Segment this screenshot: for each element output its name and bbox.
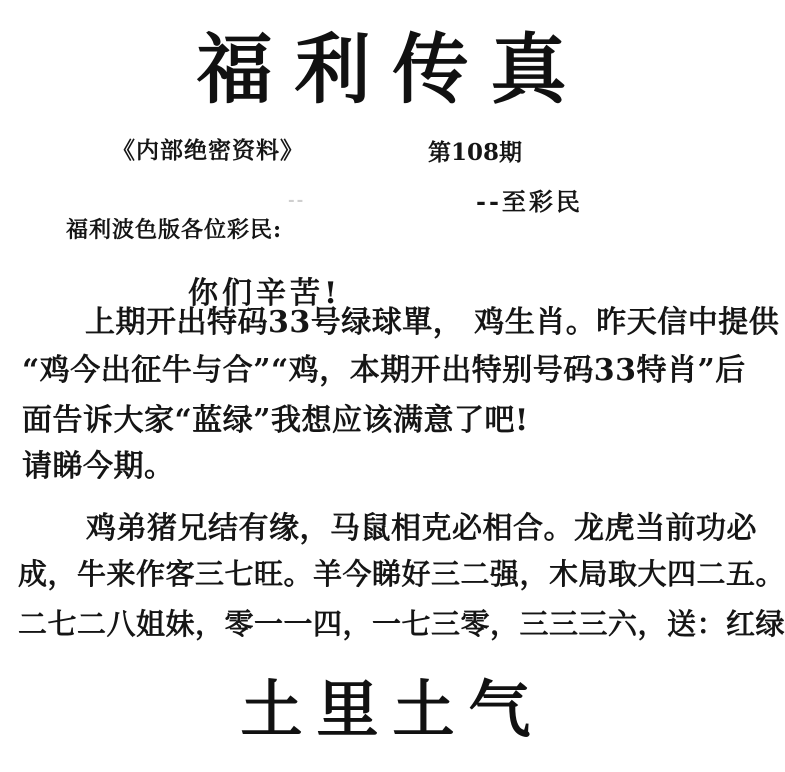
body1-line-3: 面告诉大家“蓝绿”我想应该满意了吧! <box>22 403 529 438</box>
attribution-line: --至彩民 <box>476 187 583 216</box>
issue-number: 第108期 <box>428 139 523 166</box>
faded-erased-mark: -- <box>288 190 306 209</box>
body1-line-1: 上期开出特码33号绿球單， 鸡生肖。昨天信中提供 <box>85 305 780 340</box>
footer-slogan: 土里土气 <box>240 673 545 746</box>
body2-line-1: 鸡弟猪兄结有缘，马鼠相克必相合。龙虎当前功必 <box>86 511 757 546</box>
greeting-line: 你们辛苦! <box>188 276 342 311</box>
body1-line-2: “鸡今出征牛与合”“鸡，本期开出特别号码33特肖”后 <box>22 353 746 388</box>
body2-line-3: 二七二八姐妹，零一一四，一七三零，三三三六，送：红绿 <box>18 607 785 641</box>
body1-line-4: 请睇今期。 <box>22 449 175 484</box>
classification-label: 《内部绝密资料》 <box>112 137 304 164</box>
page-title: 福利传真 <box>196 25 589 114</box>
body2-line-2: 成，牛来作客三七旺。羊今睇好三二强，木局取大四二五。 <box>18 557 785 591</box>
salutation-line: 福利波色版各位彩民: <box>66 217 283 243</box>
